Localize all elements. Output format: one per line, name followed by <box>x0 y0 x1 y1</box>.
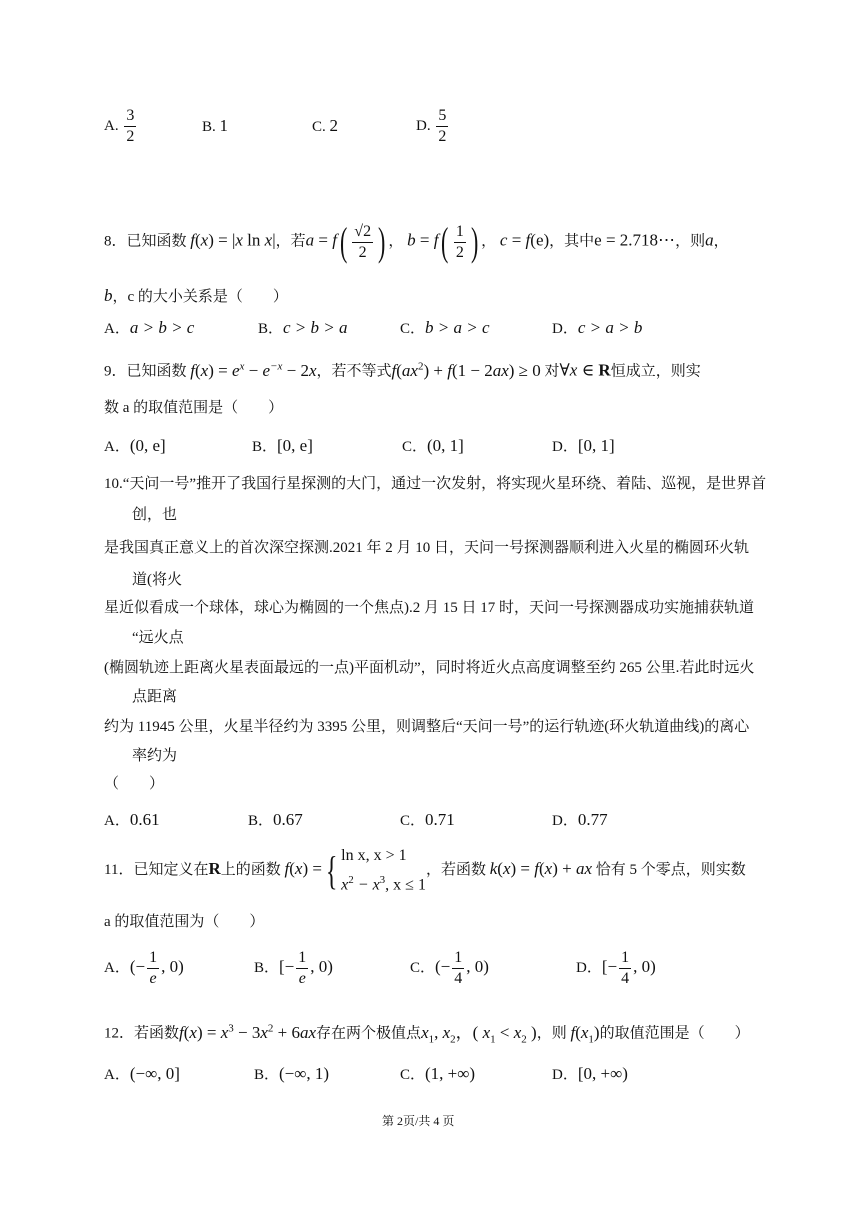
q12-option-b <box>254 1064 329 1085</box>
q11-option-c <box>410 950 489 987</box>
text: 数 a 的取值范围是（ ） <box>104 400 284 416</box>
option-label: D． <box>552 1067 578 1083</box>
q8-option-a <box>104 318 194 339</box>
text: ， <box>388 233 404 250</box>
option-value: c > b > a <box>283 318 348 337</box>
q12-option-c <box>400 1064 475 1085</box>
option-value: a > b > c <box>129 318 195 337</box>
option-label: A． <box>104 813 130 829</box>
option-value: (1, +∞) <box>425 1064 476 1083</box>
option-value: [0, 1] <box>577 436 615 455</box>
text: , x ≤ 1 <box>385 876 426 894</box>
q10-line-8: 点距离 <box>132 689 178 705</box>
q10-line-4: 道(将火 <box>132 572 182 588</box>
q8-option-d <box>552 318 642 339</box>
option-value: (−∞, 1) <box>279 1064 330 1083</box>
numerator: 1 <box>452 950 464 969</box>
denominator: 2 <box>438 128 447 145</box>
q10-line-11: （ ） <box>104 776 165 792</box>
option-label: D． <box>552 813 578 829</box>
text: 上的函数 <box>220 862 281 879</box>
text: b <box>104 286 113 305</box>
option-value: c > a > b <box>577 318 643 337</box>
text: 9．已知函数 <box>104 363 187 380</box>
q9-stem-line2 <box>104 398 283 418</box>
q9-option-b <box>252 436 313 457</box>
q7-option-c <box>312 116 338 136</box>
text: ，若函数 <box>425 862 486 879</box>
q9-stem: 9．已知函数 $f(x) = e^x - e^{-x} - 2x$，若不等式$f(ax^2) + f(1 - 2ax) \ge 0$ 对∀x ∈ R恒成立，则实 <box>104 360 701 380</box>
option-value: 0.61 <box>129 810 160 829</box>
q11-option-a <box>104 950 184 987</box>
text: 8．已知函数 <box>104 233 187 250</box>
option-value: (0, e] <box>129 436 166 455</box>
q10-line-1: 10.“天问一号”推开了我国行星探测的大门，通过一次发射，将实现火星环绕、着陆、巡视，是世界首 <box>104 476 767 492</box>
q7-option-a <box>104 108 138 145</box>
option-label: C． <box>400 321 426 337</box>
q8-option-b <box>258 318 348 339</box>
option-value: [0, e] <box>277 436 313 455</box>
option-label: C. <box>312 119 326 135</box>
q7-option-b <box>202 116 228 136</box>
q11-option-b <box>254 950 333 987</box>
text: a 的取值范围为（ ） <box>104 914 265 930</box>
text: x <box>341 876 349 894</box>
option-label: C． <box>400 1067 426 1083</box>
numerator: 5 <box>436 108 448 127</box>
text: ，则 <box>536 1025 567 1042</box>
option-value: 1 <box>219 116 229 135</box>
option-label: C． <box>402 439 428 455</box>
q8-option-c <box>400 318 490 339</box>
numerator: 1 <box>296 950 308 969</box>
text: ，若不等式 <box>316 363 392 380</box>
text: , 0) <box>310 956 333 976</box>
text: − x <box>353 876 380 894</box>
option-label: A． <box>104 439 130 455</box>
text: 12．若函数 <box>104 1025 180 1042</box>
text: 恰有 5 个零点，则实数 <box>595 862 746 879</box>
option-label: C． <box>400 813 426 829</box>
denominator: e <box>298 970 306 987</box>
option-value: b > a > c <box>425 318 490 337</box>
text: ， <box>713 233 729 250</box>
option-label: A． <box>104 321 130 337</box>
text: [− <box>601 956 618 976</box>
option-value: (0, 1] <box>427 436 464 455</box>
q10-line-10: 率约为 <box>132 748 178 764</box>
option-label: B． <box>258 321 284 337</box>
text: , 0) <box>161 956 184 976</box>
q11-option-d <box>576 950 656 987</box>
text: R <box>208 859 221 879</box>
option-label: D. <box>416 117 431 134</box>
denominator: e <box>149 970 157 987</box>
option-value: 0.77 <box>577 810 608 829</box>
option-label: D． <box>576 959 602 976</box>
q10-line-3: 是我国真正意义上的首次深空探测.2021 年 2 月 10 日，天问一号探测器顺利进入火星的椭圆环火轨 <box>104 540 750 556</box>
text: 11．已知定义在 <box>104 862 209 879</box>
text: ，其中 <box>549 233 595 250</box>
q10-line-9: 约为 11945 公里，火星半径约为 3395 公里，则调整后“天问一号”的运行轨迹(环火轨道曲线)的离心 <box>104 719 750 735</box>
text: 存在两个极值点 <box>316 1025 422 1042</box>
numerator: 3 <box>124 108 136 127</box>
q8-stem-line2 <box>104 286 288 307</box>
denominator: 4 <box>621 970 630 987</box>
denominator: 2 <box>126 128 135 145</box>
text: ，则 <box>675 233 706 250</box>
page-footer: 第 2页/共 4 页 <box>382 1114 455 1128</box>
q9-option-a <box>104 436 166 457</box>
option-label: A． <box>104 959 130 976</box>
text: [− <box>279 956 295 976</box>
q10-option-a <box>104 810 160 831</box>
option-value: (−∞, 0] <box>129 1064 180 1083</box>
option-label: D． <box>552 321 578 337</box>
option-label: B． <box>254 1067 280 1083</box>
text: , 0) <box>633 956 656 976</box>
q10-option-d <box>552 810 608 831</box>
text: ，c 的大小关系是（ ） <box>112 289 288 305</box>
numerator: 1 <box>619 950 631 969</box>
q11-stem-line2 <box>104 912 264 932</box>
q10-line-5: 星近似看成一个球体，球心为椭圆的一个焦点).2 月 15 日 17 时，天问一号探测器成功实施捕获轨道 <box>104 600 754 616</box>
q10-line-6: “远火点 <box>132 630 184 646</box>
text: ，若 <box>275 233 306 250</box>
q12-option-d <box>552 1064 628 1085</box>
text: (− <box>129 956 146 976</box>
text: 对 <box>544 363 560 380</box>
q10-line-7: (椭圆轨迹上距离火星表面最远的一点)平面机动”，同时将近火点高度调整至约 265 公里.若此时远火 <box>104 660 755 676</box>
option-value: 0.67 <box>273 810 303 829</box>
option-label: D． <box>552 439 578 455</box>
text: 恒成立，则实 <box>610 363 701 380</box>
q12-option-a <box>104 1064 180 1085</box>
option-label: B． <box>252 439 278 455</box>
option-label: B. <box>202 119 216 135</box>
q10-option-b <box>248 810 303 831</box>
option-label: A. <box>104 117 119 134</box>
option-value: 0.71 <box>425 810 455 829</box>
denominator: 4 <box>454 970 463 987</box>
q10-option-c <box>400 810 455 831</box>
option-label: C． <box>410 959 436 976</box>
text: (− <box>435 956 451 976</box>
q12-stem: 12．若函数$f(x) = x^3 - 3x^2 + 6ax$存在两个极值点$x_1$, $x_2$，( $x_1 < x_2$ )，则 $f(x_1)$的取值范围是（ ） <box>104 1022 750 1046</box>
q8-stem: 8．已知函数 f(x) = |x ln x|，若a = f( $\frac{√2}{2}$ ) ， b = f( $\frac{1}{2}$ ) ， c = f(e)，其中e = 2.718⋯，则a， <box>104 219 729 264</box>
option-label: B． <box>254 959 280 976</box>
option-label: B． <box>248 813 274 829</box>
q10-line-2: 创，也 <box>132 507 178 523</box>
q9-option-c <box>402 436 464 457</box>
q9-option-d <box>552 436 615 457</box>
text: ， <box>481 233 497 250</box>
numerator: 1 <box>147 950 159 969</box>
piecewise-case-1: ln x, x > 1 <box>341 847 407 864</box>
option-label: A． <box>104 1067 130 1083</box>
text: , 0) <box>466 956 489 976</box>
q11-stem: 11．已知定义在R上的函数 f(x) ={ ln x, x > 1 $x^2 - x^3$, x ≤ 1，若函数 k(x) = f(x) + ax 恰有 5 个零点，则实数 <box>104 847 746 894</box>
option-value: [0, +∞) <box>577 1064 628 1083</box>
option-value: 2 <box>329 116 339 135</box>
q7-option-d <box>416 108 450 145</box>
text: 的取值范围是（ ） <box>599 1025 750 1042</box>
